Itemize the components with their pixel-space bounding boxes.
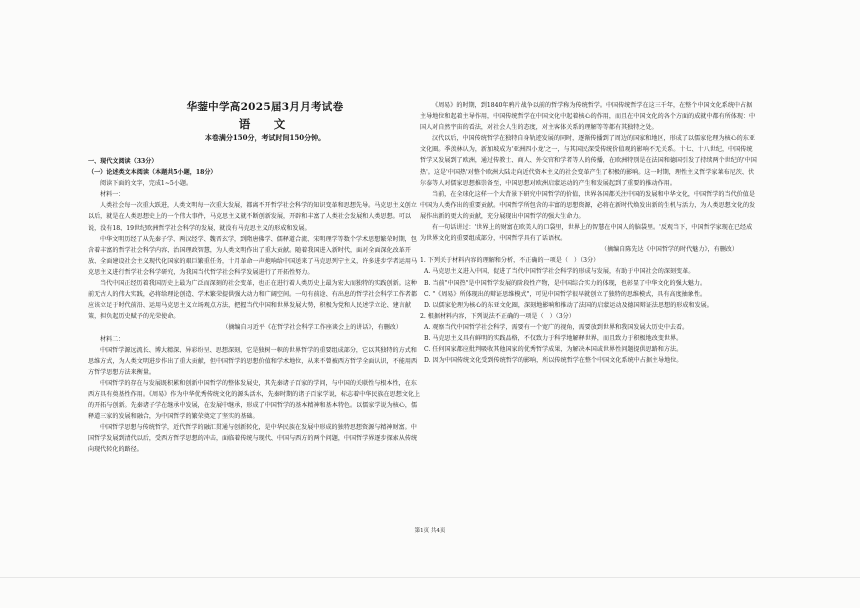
material-label: 材料一：	[100, 191, 125, 199]
exam-meta: 本卷满分150分，考试时间150分钟。	[204, 133, 326, 142]
paragraph: 中国哲学的存在与发展既积累和创新中国哲学的整体发展史，其先秦诸子百家的学问，与中国的关联性与根本性，在东西方具有奠基性作用。《周易》作为中华优秀传统文化的源头活水，先秦时期的诸子百家学说，标志着中华民族在思想文化上的开拓与创新。先秦诸子学在继承中发展，在发展中继承，形成了中国哲学的基本精神和基本特色。以儒家学说为核心，儒释道三家的发展和融合，为中国哲学的繁荣奠定了坚实的基础。	[88, 379, 421, 421]
question-2: 2. 根据材料内容，下列说法不正确的一项是（ ）（3分）	[420, 312, 575, 320]
option-a: A. 马克思主义进入中国，促进了当代中国哲学社会科学的形成与发展，有助于中国社会的深刻变革。	[424, 268, 695, 276]
divider	[0, 577, 860, 578]
option-c: C. 任何国家都应批判吸收其他国家的优秀哲学成果，为解决本国或世界性问题提供思路和方法。	[424, 346, 683, 354]
option-c: C. "《周易》所体现出的辩证思维模式"，可见中国哲学很早就创立了独特的思维模式，具有高度抽象性。	[424, 290, 707, 298]
option-d: D. 以儒家伦理为核心的东亚文化圈，深刻地影响和推动了法国的启蒙运动及德国辩证法思想的形成和发展。	[424, 301, 713, 309]
material-label: 材料二：	[100, 335, 125, 343]
paragraph: 当代中国正经历着我国历史上最为广泛而深刻的社会变革，也正在进行着人类历史上最为宏大而独特的实践创新。这种前无古人的伟大实践，必将给理论创造、学术繁荣提供强大动力和广阔空间。一句有前途、有出息的哲学社会科学工作者都应该立足于时代前沿、运用马克思主义立场观点方法，把握当代中国和世界发展大势，积极为党和人民述学立论、建言献策，担负起历史赋予的光荣使命。	[88, 280, 418, 321]
question-1: 1. 下列关于材料内容的理解和分析，不正确的一项是（ ）（3分）	[420, 257, 600, 265]
paragraph: 中华文明历经了从先秦子学、两汉经学、魏晋玄学，到隋唐佛学、儒释道合流、宋明理学等数个学术思想繁荣时期，包含着丰富的哲学社会科学内容、治国理政智慧，为人类文明作出了重大贡献。随着我国进入新时代，面对全面深化改革开放、全面建设社会主义现代化国家的艰巨繁重任务，十月革命一声炮响给中国送来了马克思列宁主义，许多进步学者运用马克思主义进行哲学社会科学研究，为我国当代哲学社会科学发展进行了开拓性努力。	[88, 235, 418, 276]
left-column	[88, 156, 422, 456]
subsection-heading: （一）论述类文本阅读（本题共5小题，18分）	[88, 169, 217, 177]
right-column	[420, 100, 758, 366]
paragraph: 中国哲学思想与传统哲学，近代哲学的融汇贯通与创新转化，是中华民族在发展中形成的独特思想资源与精神财富。中国哲学发展到清代以后，受西方哲学思想的冲击，面临着传统与现代、中国与西方的两个问题，中国哲学界逐步探索从传统向现代转化的路径。	[88, 424, 418, 454]
paragraph: 有一句话讲过：'世界上的财富在欧美人的口袋里，世界上的智慧在中国人的脑袋里。'反观当下，中国哲学家现在已经成为世界文化的重要组成部分，中国哲学具有了话语权。	[420, 224, 753, 243]
option-b: B. 当前"中国热"是中国哲学发展的阶段性产物，是中国综合实力的体现，也彰显了中华文化的强大魅力。	[424, 279, 707, 287]
paragraph: 中国哲学源远流长、博大精深、异彩纷呈、思想深刻，它是独树一帜的世界哲学的重要组成部分，它以其独特的方式和思维方式，为人类文明进步作出了重大贡献，但中国哲学的思想价值和学术地位，从来不曾被西方哲学全面认识，不能用西方哲学思想方法来衡量。	[88, 346, 418, 376]
paragraph: 汉代以后，中国传统哲学在独特自身轨迹发展的同时，逐渐传播到了周边的国家和地区，形成了以儒家伦理为核心的东亚文化圈。季羡林认为，新加坡成为'亚洲四小龙'之一，与其国民深受传统价值观的影响不无关系。十七、十八世纪，中国传统哲学又发展到了欧洲，通过传教士、商人、外交官和学者等人的传播，在欧洲特别是在法国和德国引发了持续两个世纪的'中国热'。这是'中国热'对整个欧洲大陆走向近代资本主义的社会变革产生了积极的影响。这一时期，理性主义哲学家莱布尼茨、伏尔泰等人对儒家思想推崇备至，中国思想对欧洲启蒙运动的产生和发展起到了重要的推动作用。	[420, 135, 757, 187]
paragraph: 当前，在全球化这样一个大背景下研究中国哲学的价值，世界各国都关注中国的发展和中华文化，中国哲学的当代价值是中国为人类作出的重要贡献。中国哲学所包含的丰富的思想资源，必将在新时代焕发出新的生机与活力，为人类思想文化的发展作出新的更大的贡献，充分展现出中国哲学的强大生命力。	[420, 190, 756, 220]
subject-heading: 语 文	[238, 117, 292, 131]
paragraph: 人类社会每一次重大跃进，人类文明每一次重大发展，都离不开哲学社会科学的知识变革和思想先导。马克思主义创立以后，就是在人类思想史上的一个伟大事件，马克思主义就不断创新发展，开辟和丰富了人类社会发展和人类思想。可以说，没有18、19世纪欧洲哲学社会科学的发展，就没有马克思主义的形成和发展。	[88, 202, 417, 232]
paragraph: 《周易》的时期，到1840年鸦片战争以前的哲学称为传统哲学。中国传统哲学在这三千年，在整个中国文化系统中占据主导地位和起着主导作用，中国传统哲学在中国文化中起着核心的作用，而且在中国文化的各个方面的成就中都有所体现：中国人对自然宇宙的看法，对社会人生的态度，对主客体关系的理解等等都有其独特之处。	[420, 102, 756, 132]
source-citation: （摘编自陈先达《中国哲学的时代魅力》，有删改）	[600, 246, 738, 254]
page-number: 第1页 共4页	[414, 528, 446, 534]
option-b: B. 马克思主义具有鲜明的实践品格，不仅致力于科学地解释世界，而且致力于积极地改变世界。	[424, 334, 683, 342]
section-heading: 一、现代文阅读（33分）	[88, 158, 158, 165]
exam-title: 华蓥中学高2025届3月月考试卷	[186, 101, 344, 113]
option-d: D. 因为中国传统文化受到传统哲学的影响，所以传统哲学在整个中国文化系统中占据主导地位。	[424, 357, 683, 365]
option-a: A. 观察当代中国哲学社会科学，需要有一个宽广的视角，需要放到世界和我国发展大历史中去看。	[424, 323, 689, 331]
source-citation: （摘编自习近平《在哲学社会科学工作座谈会上的讲话》，有删改）	[222, 324, 402, 332]
instruction: 阅读下面的文字，完成1~5小题。	[100, 180, 193, 188]
